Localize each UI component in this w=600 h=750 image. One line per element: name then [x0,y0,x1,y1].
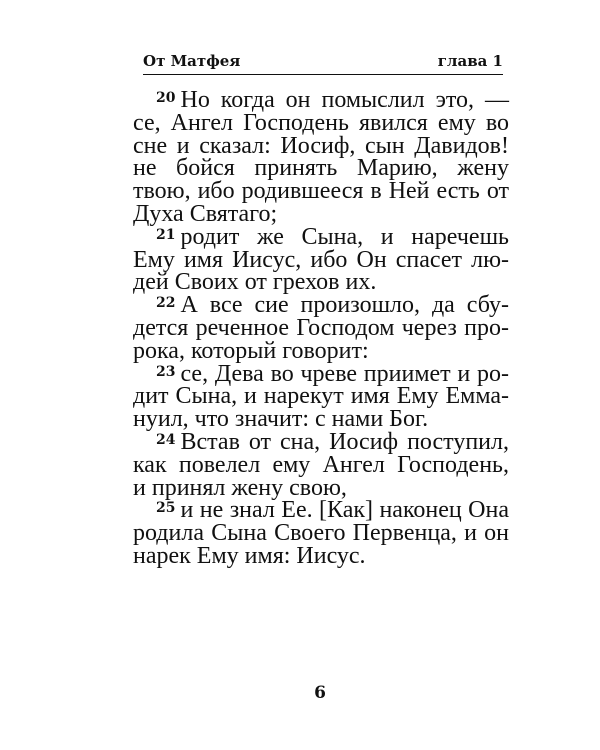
verse-line [133,428,509,455]
verse-line: рока, который говорит: [133,337,369,364]
verse-line: дется реченное Господом через про- [133,314,509,341]
verse-line: се, Ангел Господень явился ему во [133,109,509,136]
verse-22 [133,294,509,362]
verse-25 [133,499,509,567]
book-title: От Матфея [143,52,241,70]
verse-number: 22 [156,295,176,312]
verse-23 [133,360,509,433]
verse-line [133,360,509,387]
chapter-label: глава 1 [437,52,503,70]
verse-line: Духа Святаго; [133,200,278,227]
verse-text: А все сие произошло, да сбу- [180,292,509,319]
verse-line [133,499,509,522]
verse-text: се, Дева во чреве приимет и ро- [180,360,509,387]
verse-number: 25 [156,500,176,517]
verse-21 [133,223,509,296]
verse-line: как повелел ему Ангел Господень, [133,451,509,478]
verse-line: нуил, что значит: с нами Бог. [133,406,429,433]
verse-line: твою, ибо родившееся в Ней есть от [133,178,509,205]
verse-line: дит Сына, и нарекут имя Ему Емма- [133,383,509,410]
verse-line: нарек Ему имя: Иисус. [133,542,366,569]
verse-line [133,294,509,317]
verse-number: 21 [156,226,176,243]
verse-number: 24 [156,431,176,448]
verse-line: и принял жену свою, [133,474,347,501]
verse-line [133,223,509,250]
verse-number: 20 [156,90,176,106]
verse-24 [133,428,509,501]
verse-line: сне и сказал: Иосиф, сын Давидов! [133,132,509,159]
header-rule [143,74,503,75]
verse-text: и не знал Ее. [Как] наконец Она [180,497,509,524]
scripture-text [133,89,509,568]
verse-line [133,89,509,112]
verse-line: не бойся принять Марию, жену [133,155,509,182]
running-header [143,51,503,75]
verse-text: родит же Сына, и наречешь [180,223,509,250]
verse-line: Ему имя Иисус, ибо Он спасет лю- [133,246,509,273]
verse-20 [133,89,509,226]
verse-line: дей Своих от грехов их. [133,269,377,296]
verse-number: 23 [156,363,176,380]
verse-text: Но когда он помыслил это, — [180,87,509,113]
verse-line: родила Сына Своего Первенца, и он [133,520,509,547]
verse-text: Встав от сна, Иосиф поступил, [180,428,509,455]
page-number: 6 [314,683,326,703]
